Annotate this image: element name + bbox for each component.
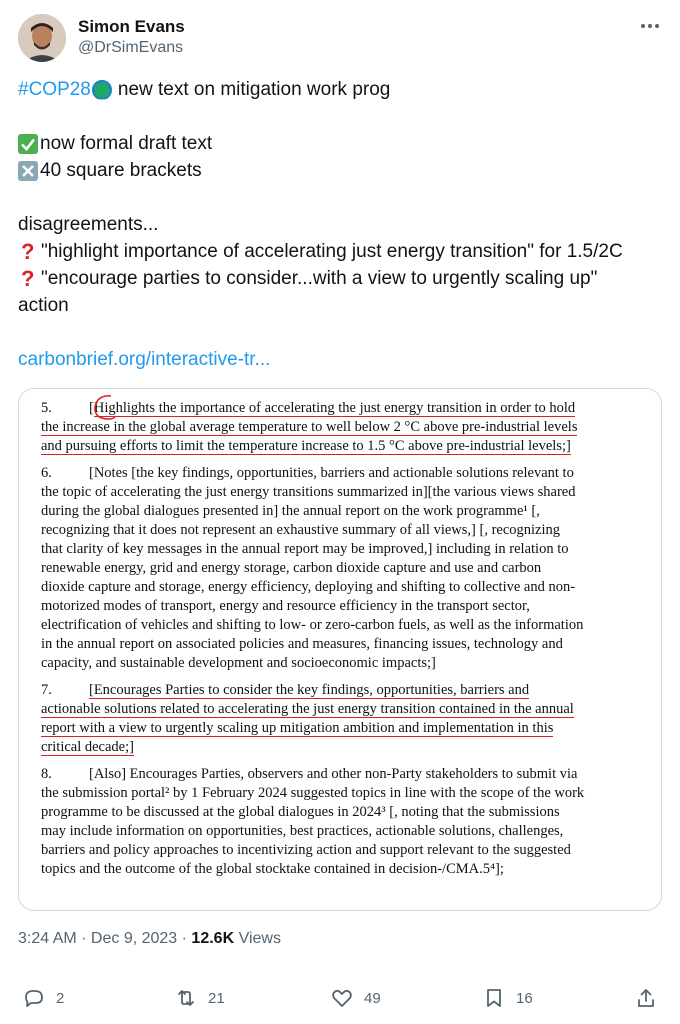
reply-button[interactable] bbox=[22, 984, 64, 1012]
paragraph-number: 8. bbox=[41, 766, 52, 782]
more-options-button[interactable] bbox=[638, 14, 662, 38]
tweet-time[interactable]: 3:24 AM bbox=[18, 930, 77, 947]
paragraph-6: 6. [Notes [the key findings, opportunities, barriers and actionable solutions relevant to the topic of accelerating the just energy transitions summarized in][the various views shared during the global dialogues presented in] the annual report on the work programme¹ [, recognizing that it does not represent an exhaustive summary of all views,] [, recognizing that clarity of key messages in the annual report may be improved,] including in relation to renewable energy, grid and energy storage, carbon dioxide capture and use and carbon dioxide capture and storage, energy efficiency, deploying and shifting to collective and non- motorized modes of transport, energy and resource efficiency in the transport sector, electrification of vehicles and shifting to low- or zero-carbon fuels, as well as the information in the annual report on associated policies and measures, financing issues, technology and capacity, and sustainable development and socioeconomic impacts;] bbox=[41, 465, 584, 671]
question-mark-icon: ? bbox=[21, 266, 35, 291]
hashtag-link[interactable]: #COP28 bbox=[18, 79, 91, 100]
underlined-text: actionable solutions related to accelerating the just energy transition contained in the annual bbox=[41, 701, 574, 717]
tweet-metadata: 3:24 AM · Dec 9, 2023 · 12.6K Views bbox=[18, 930, 281, 947]
bookmark-icon bbox=[482, 986, 506, 1010]
share-icon bbox=[634, 986, 658, 1010]
underlined-text: Highlights the importance of accelerating the just energy transition in order to hold bbox=[93, 400, 576, 416]
tweet-text bbox=[18, 76, 668, 373]
avatar-portrait-icon bbox=[18, 14, 66, 62]
tweet-date[interactable]: Dec 9, 2023 bbox=[90, 930, 178, 947]
bookmark-button[interactable] bbox=[482, 984, 533, 1012]
tweet-header bbox=[18, 14, 662, 62]
underlined-text: the increase in the global average temperature to well below 2 °C above pre-industrial levels bbox=[41, 419, 578, 435]
repost-button[interactable] bbox=[174, 984, 225, 1012]
underlined-text: critical decade;] bbox=[41, 739, 134, 755]
like-count: 49 bbox=[364, 989, 381, 1007]
views-label: Views bbox=[238, 930, 281, 947]
cop28-emoji-icon bbox=[92, 80, 112, 100]
reply-icon bbox=[22, 986, 46, 1010]
author-handle[interactable]: @DrSimEvans bbox=[78, 39, 184, 56]
underlined-text: and pursuing efforts to limit the temperature increase to 1.5 °C above pre-industrial levels;] bbox=[41, 438, 571, 454]
external-link[interactable]: carbonbrief.org/interactive-tr... bbox=[18, 349, 271, 370]
tweet-line-q1: "highlight importance of accelerating just energy transition" for 1.5/2C bbox=[41, 241, 623, 262]
check-mark-icon bbox=[18, 134, 38, 154]
repost-icon bbox=[174, 986, 198, 1010]
tweet-line-check: now formal draft text bbox=[40, 133, 213, 154]
avatar[interactable] bbox=[18, 14, 66, 62]
bookmark-count: 16 bbox=[516, 989, 533, 1007]
tweet-line-1: new text on mitigation work prog bbox=[117, 79, 391, 100]
paragraph-number: 6. bbox=[41, 465, 52, 481]
cross-mark-icon bbox=[18, 161, 38, 181]
ellipsis-icon bbox=[638, 14, 662, 38]
paragraph-5: 5. [Highlights the importance of accelerating the just energy transition in order to hold the increase in the global average temperature to well below 2 °C above pre-industrial levels and pursuing efforts to limit the temperature increase to 1.5 °C above pre-industrial levels;] bbox=[41, 399, 643, 456]
author-name[interactable]: Simon Evans bbox=[78, 17, 185, 36]
paragraph-7 bbox=[41, 681, 643, 757]
tweet-actions-bar bbox=[18, 984, 662, 1012]
repost-count: 21 bbox=[208, 989, 225, 1007]
heart-icon bbox=[330, 986, 354, 1010]
tweet-line-q2-cont: action bbox=[18, 295, 69, 316]
tweet-line-disagreements: disagreements... bbox=[18, 214, 159, 235]
views-count: 12.6K bbox=[191, 930, 235, 947]
tweet-line-x: 40 square brackets bbox=[40, 160, 202, 181]
share-button[interactable] bbox=[634, 984, 668, 1012]
underlined-text: [Encourages Parties to consider the key findings, opportunities, barriers and bbox=[89, 682, 530, 698]
attached-image[interactable] bbox=[18, 388, 662, 911]
underlined-text: report with a view to urgently scaling up mitigation ambition and implementation in this bbox=[41, 720, 554, 736]
like-button[interactable] bbox=[330, 984, 381, 1012]
paragraph-number: 5. bbox=[41, 400, 52, 416]
draft-text-document bbox=[41, 399, 643, 887]
tweet-line-q2: "encourage parties to consider...with a view to urgently scaling up" bbox=[41, 268, 598, 289]
question-mark-icon: ? bbox=[21, 239, 35, 264]
paragraph-8: 8. [Also] Encourages Parties, observers and other non-Party stakeholders to submit via the submission portal² by 1 February 2024 suggested topics in line with the scope of the work programme to be discussed at the global dialogues in 2024³ [, noting that the submissions may include information on opportunities, best practices, actionable solutions, challenges, barriers and policy approaches to incentivizing action and support relevant to the suggested topics and the outcome of the global stocktake contained in decision-/CMA.5⁴]; bbox=[41, 766, 585, 877]
reply-count: 2 bbox=[56, 989, 65, 1007]
red-circle-annotation-icon bbox=[91, 393, 127, 423]
paragraph-number: 7. bbox=[41, 682, 52, 698]
